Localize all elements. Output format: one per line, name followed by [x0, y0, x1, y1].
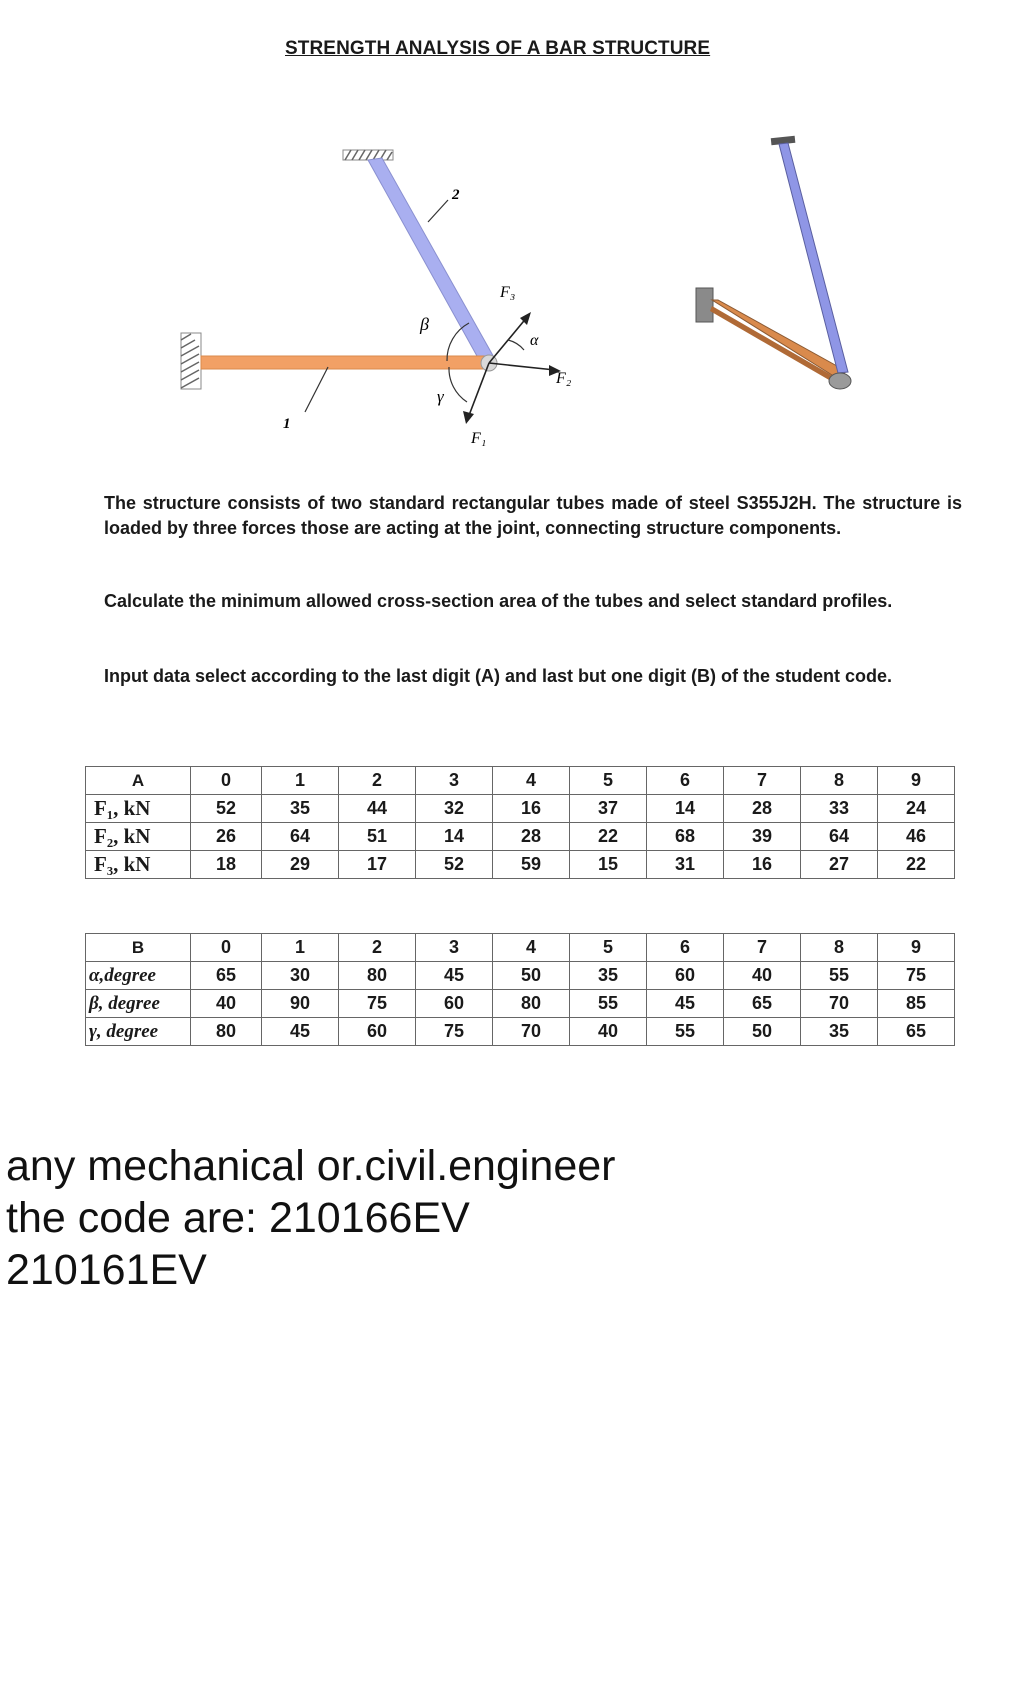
table-a — [85, 766, 955, 879]
ceiling-support — [343, 150, 393, 160]
table-b — [85, 933, 955, 1046]
table-row — [86, 1018, 955, 1046]
cell: 24 — [878, 795, 955, 823]
cell: 35 — [570, 962, 647, 990]
table-a-header: A — [86, 767, 191, 795]
note-line: any mechanical or.civil.engineer — [6, 1142, 616, 1190]
cell: 55 — [647, 1018, 724, 1046]
note-line: 210161EV — [6, 1246, 207, 1294]
label-f2: F₂ — [556, 370, 572, 387]
cell: 40 — [191, 990, 262, 1018]
table-a-col: 3 — [416, 767, 493, 795]
cell: 45 — [647, 990, 724, 1018]
cell: 45 — [416, 962, 493, 990]
cell: 26 — [191, 823, 262, 851]
cell: 28 — [493, 823, 570, 851]
cell: 18 — [191, 851, 262, 879]
table-b-col: 5 — [570, 934, 647, 962]
instruction-paragraph: Input data select according to the last digit (A) and last but one digit (B) of the student code. — [104, 666, 893, 686]
table-b-col: 7 — [724, 934, 801, 962]
label-member-1: 1 — [283, 416, 291, 432]
cell: 35 — [262, 795, 339, 823]
table-b-col: 3 — [416, 934, 493, 962]
table-row — [86, 823, 955, 851]
label-alpha: α — [530, 332, 539, 349]
cell: 14 — [647, 795, 724, 823]
row-label: F₁, kN — [86, 795, 191, 823]
note-line: the code are: 210166EV — [6, 1194, 470, 1242]
cell: 22 — [570, 823, 647, 851]
cell: 31 — [647, 851, 724, 879]
cell: 75 — [339, 990, 416, 1018]
label-f3: F₃ — [500, 284, 516, 301]
cell: 50 — [493, 962, 570, 990]
cell: 22 — [878, 851, 955, 879]
table-b-header: B — [86, 934, 191, 962]
cell: 32 — [416, 795, 493, 823]
cell: 37 — [570, 795, 647, 823]
table-a-col: 0 — [191, 767, 262, 795]
cell: 16 — [493, 795, 570, 823]
structure-3d-render — [696, 136, 851, 389]
row-label: γ, degree — [86, 1018, 191, 1046]
cell: 27 — [801, 851, 878, 879]
row-label: F₂, kN — [86, 823, 191, 851]
label-gamma: γ — [437, 387, 444, 406]
caption-note — [6, 1140, 616, 1296]
row-label: β, degree — [86, 990, 191, 1018]
cell: 52 — [191, 795, 262, 823]
cell: 75 — [878, 962, 955, 990]
table-row — [86, 962, 955, 990]
cell: 50 — [724, 1018, 801, 1046]
cell: 65 — [724, 990, 801, 1018]
task-paragraph: Calculate the minimum allowed cross-section area of the tubes and select standard profiles. — [104, 591, 893, 611]
table-b-col: 0 — [191, 934, 262, 962]
table-a-col: 8 — [801, 767, 878, 795]
page-title: STRENGTH ANALYSIS OF A BAR STRUCTURE — [285, 38, 711, 59]
cell: 65 — [878, 1018, 955, 1046]
cell: 64 — [262, 823, 339, 851]
table-a-col: 9 — [878, 767, 955, 795]
cell: 33 — [801, 795, 878, 823]
cell: 29 — [262, 851, 339, 879]
cell: 80 — [493, 990, 570, 1018]
wall-support — [181, 333, 201, 389]
cell: 60 — [416, 990, 493, 1018]
cell: 68 — [647, 823, 724, 851]
cell: 15 — [570, 851, 647, 879]
table-a-col: 4 — [493, 767, 570, 795]
cell: 45 — [262, 1018, 339, 1046]
cell: 28 — [724, 795, 801, 823]
table-b-header-row — [86, 934, 955, 962]
table-a-header-row — [86, 767, 955, 795]
description-paragraph: The structure consists of two standard rectangular tubes made of steel S355J2H. The structure is loaded by three forces those are acting at the joint, connecting structure components. — [104, 493, 962, 538]
table-row — [86, 795, 955, 823]
cell: 65 — [191, 962, 262, 990]
cell: 64 — [801, 823, 878, 851]
table-b-col: 6 — [647, 934, 724, 962]
cell: 75 — [416, 1018, 493, 1046]
cell: 35 — [801, 1018, 878, 1046]
cell: 55 — [801, 962, 878, 990]
cell: 52 — [416, 851, 493, 879]
table-b-col: 8 — [801, 934, 878, 962]
member-2-bar — [368, 158, 496, 365]
table-a-col: 6 — [647, 767, 724, 795]
member-1-bar — [201, 356, 488, 369]
cell: 46 — [878, 823, 955, 851]
cell: 85 — [878, 990, 955, 1018]
label-member-2: 2 — [452, 187, 460, 203]
cell: 40 — [570, 1018, 647, 1046]
table-a-col: 7 — [724, 767, 801, 795]
table-b-col: 1 — [262, 934, 339, 962]
structure-diagram — [0, 0, 1025, 460]
table-a-col: 2 — [339, 767, 416, 795]
label-beta: β — [420, 314, 429, 334]
cell: 16 — [724, 851, 801, 879]
cell: 14 — [416, 823, 493, 851]
cell: 70 — [801, 990, 878, 1018]
cell: 30 — [262, 962, 339, 990]
cell: 70 — [493, 1018, 570, 1046]
cell: 60 — [647, 962, 724, 990]
table-b-col: 9 — [878, 934, 955, 962]
cell: 90 — [262, 990, 339, 1018]
cell: 55 — [570, 990, 647, 1018]
cell: 17 — [339, 851, 416, 879]
table-row — [86, 990, 955, 1018]
table-a-col: 5 — [570, 767, 647, 795]
table-b-col: 4 — [493, 934, 570, 962]
cell: 44 — [339, 795, 416, 823]
label-f1: F₁ — [471, 430, 487, 447]
cell: 60 — [339, 1018, 416, 1046]
row-label: α,degree — [86, 962, 191, 990]
cell: 80 — [339, 962, 416, 990]
table-row — [86, 851, 955, 879]
table-a-col: 1 — [262, 767, 339, 795]
cell: 59 — [493, 851, 570, 879]
row-label: F₃, kN — [86, 851, 191, 879]
cell: 51 — [339, 823, 416, 851]
cell: 80 — [191, 1018, 262, 1046]
cell: 39 — [724, 823, 801, 851]
table-b-col: 2 — [339, 934, 416, 962]
cell: 40 — [724, 962, 801, 990]
